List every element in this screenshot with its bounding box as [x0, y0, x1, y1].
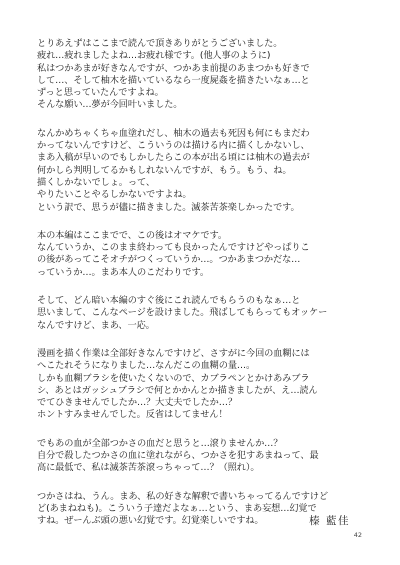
text-line: そして、どん暗い本編のすぐ後にこれ読んでもらうのもなぁ…と — [37, 295, 301, 307]
text-line: 本の本編はここまでで、この後はオマケです。 — [37, 229, 227, 241]
text-line: でてひきませんでしたか…？大丈夫でしたか…？ — [37, 397, 237, 409]
text-line: っていうか…。まあ本人のこだわりです。 — [37, 266, 209, 278]
author-signature: 榛 藍佳 — [309, 515, 350, 527]
text-line: 描くしかないでしょ。って、 — [37, 176, 155, 188]
text-line: 漫画を描く作業は全部好きなんですけど、さすがに今回の血糊には — [37, 347, 310, 359]
text-line: なんかめちゃくちゃ血塗れだし、柚木の過去も死因も何にもまだわ — [37, 127, 310, 139]
paragraph-2 — [37, 128, 367, 214]
text-line: ずっと思っていたんですよね。 — [37, 87, 164, 99]
text-line: して…、そして柚木を描いているなら一度屍姦を描きたいなぁ…と — [37, 74, 310, 86]
text-line: 自分で殺したつかさの血に塗れながら、つかさを犯すあまねって、最 — [37, 450, 319, 462]
text-line: 高に最低で、私は滅茶苦茶滾っちゃって…？（照れ）。 — [37, 462, 260, 474]
text-line: 何かしら判明してるかもしれないんですが、もう。もう、ね。 — [37, 164, 292, 176]
text-line: なんですけど、まあ、一応。 — [37, 319, 155, 331]
text-line: やりたいことやるしかないですよね。 — [37, 189, 192, 201]
afterword-body — [37, 38, 367, 544]
text-line: でもあの血が全部つかさの血だと思うと…滾りませんか…？ — [37, 437, 283, 449]
text-line: の後があってこそオチがつくっていうか…。つかあまつかだな… — [37, 254, 301, 266]
text-line: 私はつかあまが好きなんですが、つかあま前提のあまつかも好きで — [37, 62, 310, 74]
paragraph-4 — [37, 295, 367, 332]
paragraph-6 — [37, 438, 367, 475]
text-line: つかさはね、うん。まあ、私の好きな解釈で書いちゃってるんですけど — [37, 490, 328, 502]
page-number: 42 — [353, 531, 362, 539]
text-line: へこたれそうになりました…なんだこの血糊の量…。 — [37, 360, 256, 372]
text-line: シ、あとはガッシュブラシで何とかかんとか描きましたが、え…読ん — [37, 384, 318, 396]
text-line: ど(あまねねも)。こういう子達だよなぁ…という、まあ妄想…幻覚で — [37, 502, 317, 514]
text-line: そんな願い…夢が今回叶いました。 — [37, 99, 183, 111]
text-line: ホントすみませんでした。反省はしてません！ — [37, 409, 228, 421]
paragraph-3 — [37, 230, 367, 279]
text-line: とりあえずはここまで読んで頂きありがとうございました。 — [37, 38, 283, 49]
text-line: しかも血糊ブラシを使いたくないので、カブラペンとかけあみブラ — [37, 372, 310, 384]
text-line: 疲れ…疲れましたよね…お疲れ様です。(他人事のように) — [37, 50, 271, 62]
text-line: という訳で、思うが儘に描きました。滅茶苦茶楽しかったです。 — [37, 201, 300, 213]
paragraph-1 — [37, 38, 367, 112]
text-line: すね。ぜーんぶ頭の悪い幻覚です。幻覚楽しいですね。 — [37, 515, 264, 527]
text-line: まあ入稿が早いのでもしかしたらこの本が出る頃には柚木の過去が — [37, 152, 310, 164]
text-line: かってないんですけど、こういうのは描ける内に描くしかないし、 — [37, 140, 310, 152]
paragraph-5 — [37, 348, 367, 422]
text-line: 思いまして、こんなページを設けました。飛ばしてもらってもオッケー — [37, 307, 328, 319]
text-line: なんていうか、このまま終わっても良かったんですけどやっぱりこ — [37, 242, 310, 254]
